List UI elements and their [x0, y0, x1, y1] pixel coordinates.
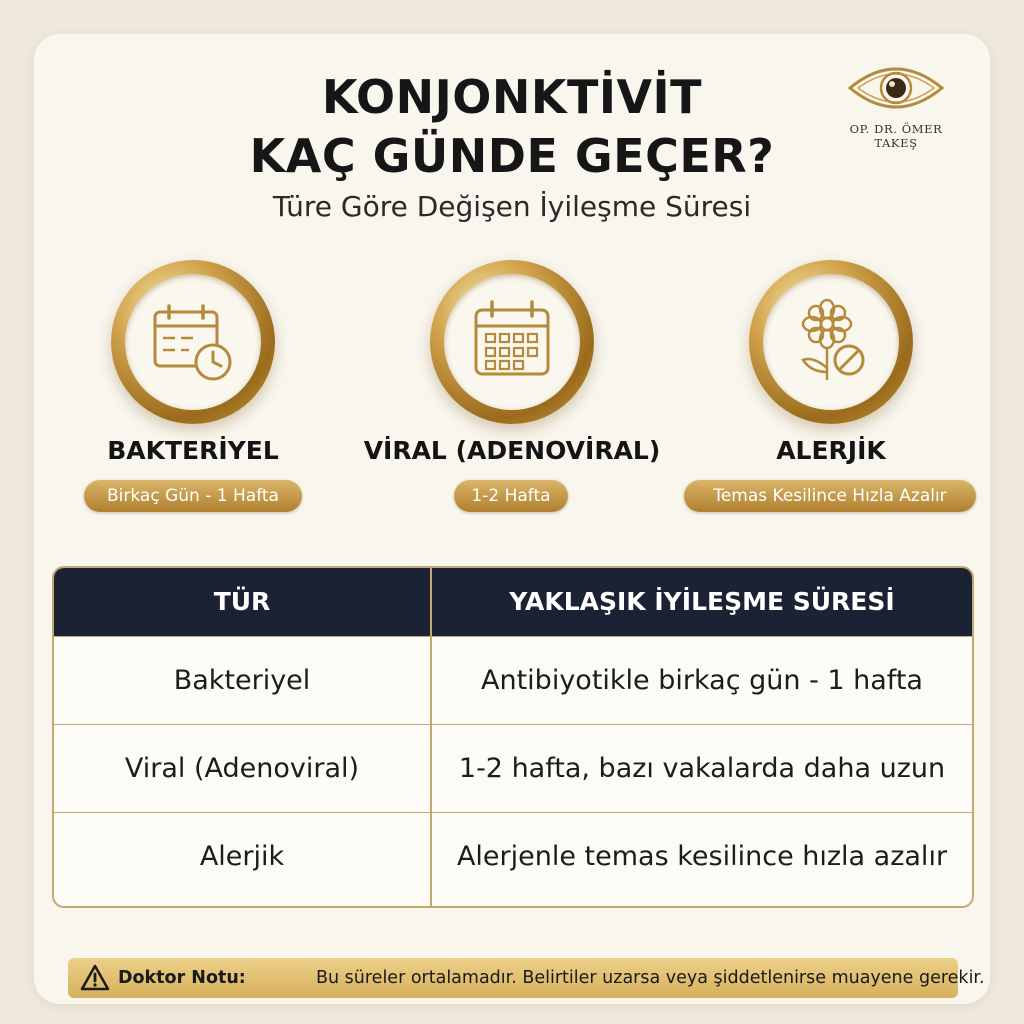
bacterial-badge	[111, 260, 275, 424]
type-label-bacterial: BAKTERİYEL	[107, 436, 279, 465]
duration-pill-bacterial: Birkaç Gün - 1 Hafta	[84, 480, 302, 512]
type-label-allergic: ALERJİK	[776, 436, 886, 465]
page-title-line1: KONJONKTİVİT	[321, 70, 703, 124]
table-cell-type: Alerjik	[199, 841, 285, 872]
table-cell-type: Viral (Adenoviral)	[124, 753, 360, 784]
table-cell-duration: 1-2 hafta, bazı vakalarda daha uzun	[458, 753, 946, 784]
recovery-table	[52, 566, 974, 908]
table-row	[54, 812, 972, 901]
table-cell-duration: Alerjenle temas kesilince hızla azalır	[456, 841, 948, 872]
viral-badge	[430, 260, 594, 424]
table-row	[54, 724, 972, 813]
flower-no-icon	[779, 290, 883, 394]
table-header	[54, 568, 972, 636]
allergic-badge	[749, 260, 913, 424]
page-title-line2: KAÇ GÜNDE GEÇER?	[249, 129, 775, 183]
duration-pill-allergic: Temas Kesilince Hızla Azalır	[684, 480, 976, 512]
table-header-duration: YAKLAŞIK İYİLEŞME SÜRESİ	[509, 587, 895, 616]
table-row	[54, 636, 972, 725]
doctor-note-label: Doktor Notu:	[118, 968, 246, 988]
calendar-clock-icon	[141, 290, 245, 394]
table-cell-type: Bakteriyel	[173, 665, 311, 696]
type-label-viral: VİRAL (ADENOVİRAL)	[363, 436, 661, 465]
table-column-divider	[430, 568, 432, 906]
doctor-note-text: Bu süreler ortalamadır. Belirtiler uzarsa veya şiddetlenirse muayene gerekir.	[316, 968, 985, 988]
warning-icon	[80, 964, 110, 992]
duration-pill-viral: 1-2 Hafta	[454, 480, 568, 512]
doctor-note	[68, 958, 985, 998]
logo-text: OP. DR. ÖMER TAKEŞ	[849, 122, 943, 150]
table-header-type: TÜR	[213, 587, 271, 616]
page-subtitle: Türe Göre Değişen İyileşme Süresi	[272, 190, 752, 223]
calendar-icon	[460, 290, 564, 394]
table-cell-duration: Antibiyotikle birkaç gün - 1 hafta	[481, 665, 923, 696]
